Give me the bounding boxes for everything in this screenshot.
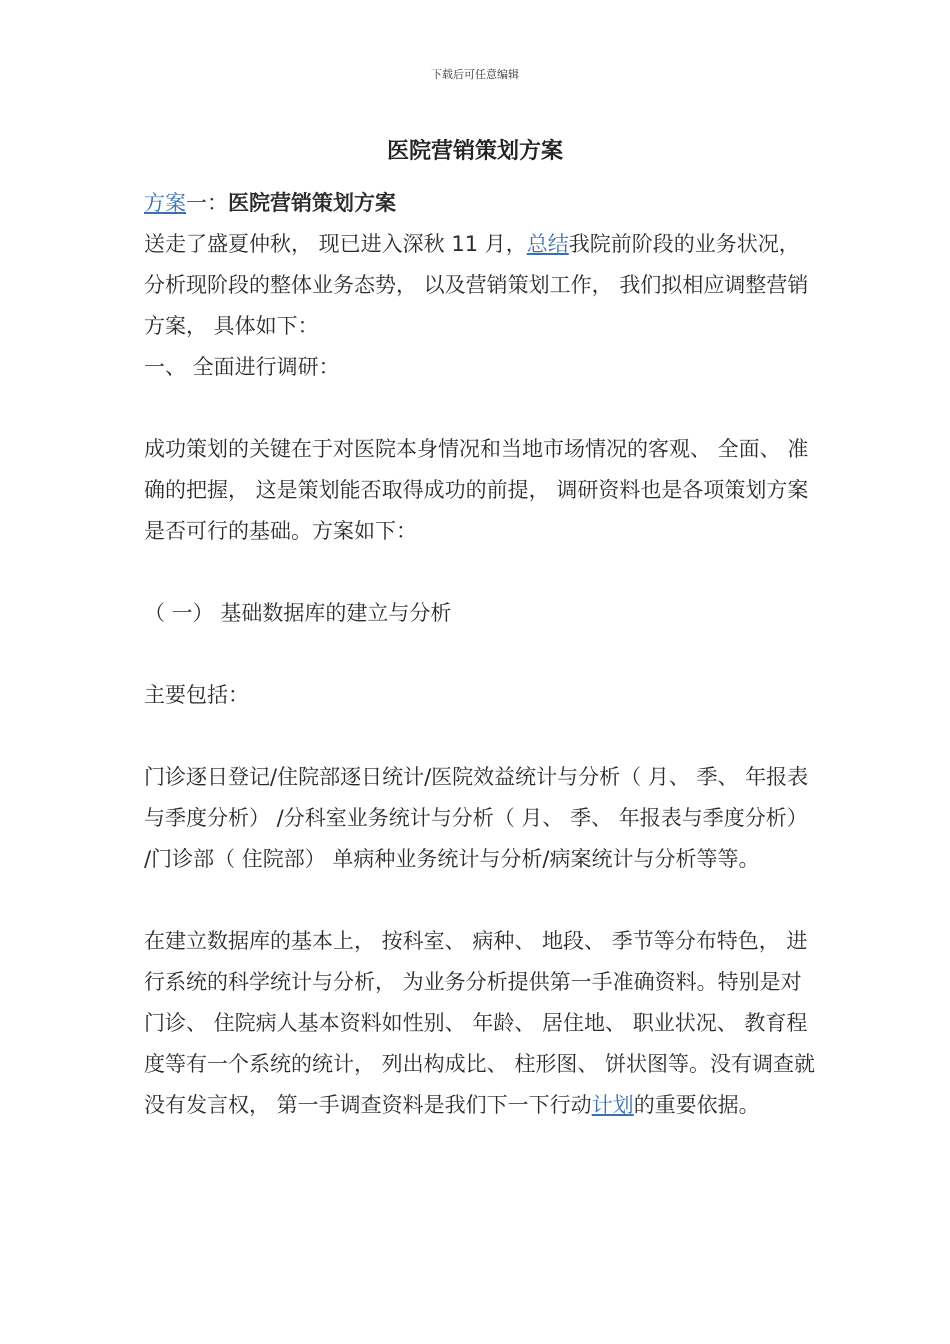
subtitle-prefix: 一： <box>186 191 228 215</box>
final-text-end: 的重要依据。 <box>633 1093 760 1117</box>
intro-text-start: 送走了盛夏仲秋， 现已进入深秋 11 月， <box>144 232 527 256</box>
final-text-start: 在建立数据库的基本上， 按科室、 病种、 地段、 季节等分布特色， 进行系统的科学统计与分析， 为业务分析提供第一手准确资料。特别是对门诊、 住院病人基本资料如性别、 年龄、 居住地、 职业状况、 教育程度等有一个系统的统计， 列出构成比、 柱形图、 饼状图等。没有调查就没有发言权， 第一手调查资料是我们下一下行动 <box>144 929 816 1117</box>
intro-paragraph <box>144 224 816 347</box>
page-header-note: 下载后可任意编辑 <box>431 68 519 81</box>
subsection-1-heading: （ 一） 基础数据库的建立与分析 <box>144 601 452 625</box>
includes-list-paragraph: 门诊逐日登记/住院部逐日统计/医院效益统计与分析（ 月、 季、 年报表与季度分析） /分科室业务统计与分析（ 月、 季、 年报表与季度分析） /门诊部（ 住院部） 单病种业务统计与分析/病案统计与分析等等。 <box>144 765 809 871</box>
document-body <box>144 183 816 1126</box>
spacer <box>144 388 816 429</box>
document-title: 医院营销策划方案 <box>386 139 563 164</box>
spacer <box>144 552 816 593</box>
final-paragraph <box>144 921 816 1126</box>
document-subtitle <box>144 183 816 224</box>
scheme-link[interactable]: 方案 <box>144 191 186 215</box>
section-1-paragraph: 成功策划的关键在于对医院本身情况和当地市场情况的客观、 全面、 准确的把握， 这是策划能否取得成功的前提， 调研资料也是各项策划方案是否可行的基础。方案如下： <box>144 437 809 543</box>
intro-text-end: 我院前阶段的业务状况， 分析现阶段的整体业务态势， 以及营销策划工作， 我们拟相应调整营销方案， 具体如下： <box>144 232 809 338</box>
spacer <box>144 880 816 921</box>
spacer <box>144 716 816 757</box>
subtitle-heading: 医院营销策划方案 <box>228 191 396 215</box>
spacer <box>144 634 816 675</box>
summary-link[interactable]: 总结 <box>526 232 569 256</box>
plan-link[interactable]: 计划 <box>591 1093 634 1117</box>
main-includes-label: 主要包括： <box>144 683 249 707</box>
section-1-heading: 一、 全面进行调研： <box>144 355 340 379</box>
